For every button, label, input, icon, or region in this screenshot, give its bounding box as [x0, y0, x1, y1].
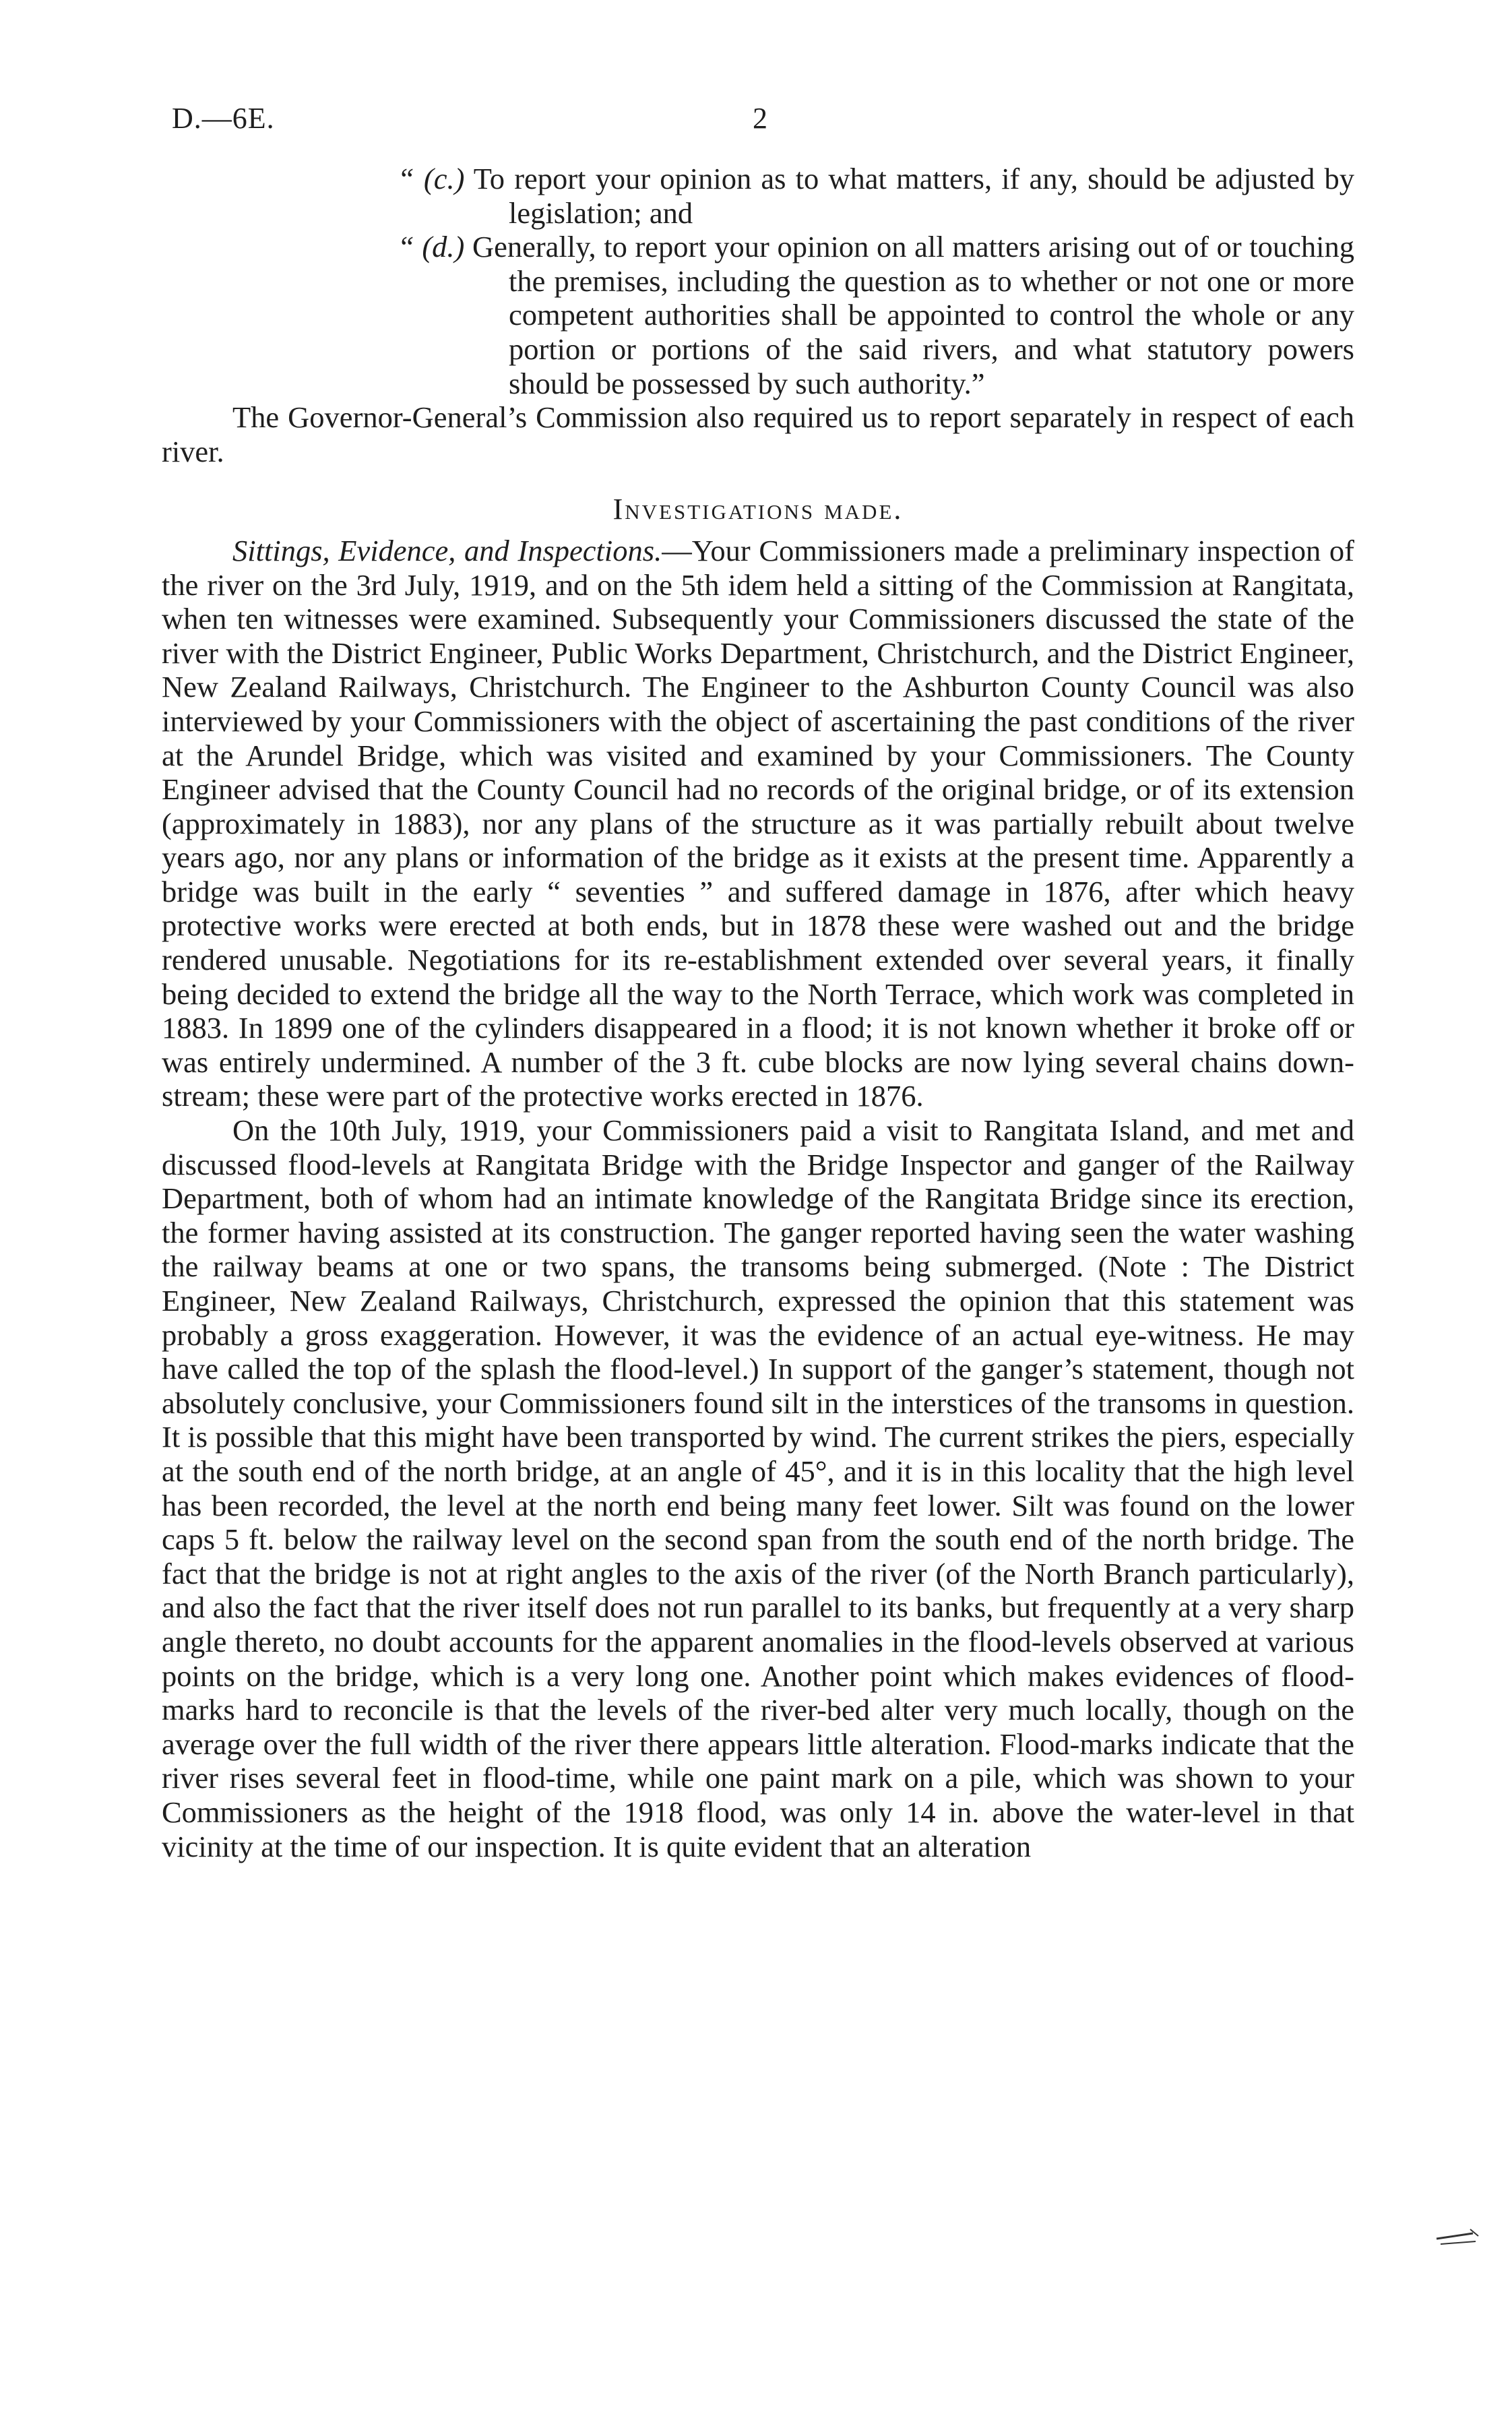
clause-text: Generally, to report your opinion on all matters arising out of or touching the premises, including the question as to whether or not one or more competent authorities shall be appointed to control the whole or any portion or portions of the said rivers, and what statutory powers should be possessed by such authority.”	[472, 230, 1355, 400]
sittings-text: —Your Commissioners made a preliminary inspection of the river on the 3rd July, 1919, and on the 5th idem held a sitting of the Commission at Rangitata, when ten witnesses were examined. Subsequently your Commissioners discussed the state of the river with the District Engineer, Public Works Department, Christchurch, and the District Engineer, New Zealand Railways, Christchurch. The Engineer to the Ashburton County Council was also interviewed by your Commissioners with the object of ascertaining the past conditions of the river at the Arundel Bridge, which was visited and examined by your Commissioners. The County Engineer advised that the County Council had no records of the original bridge, or of its extension (approximately in 1883), nor any plans of the structure as it was partially rebuilt about twelve years ago, nor any plans or information of the bridge as it exists at the present time. Apparently a bridge was built in the early “ seventies ” and suffered damage in 1876, after which heavy protective works were erected at both ends, but in 1878 these were washed out and the bridge rendered unusable. Negotiations for its re-establishment extended over several years, it finally being decided to extend the bridge all the way to the North Terrace, which work was completed in 1883. In 1899 one of the cylinders disappeared in a flood; it is not known whether it broke off or was entirely undermined. A number of the 3 ft. cube blocks are now lying several chains down-stream; these were part of the protective works erected in 1876.	[162, 533, 1354, 1113]
paragraph-visit: On the 10th July, 1919, your Commissioners paid a visit to Rangitata Island, and met and discussed flood-levels at Rangitata Bridge with the Bridge Inspector and ganger of the Railway Department, both of whom had an intimate knowledge of the Rangitata Bridge since its erection, the former having assisted at its construction. The ganger reported having seen the water washing the railway beams at one or two spans, the transoms being submerged. (Note : The District Engineer, New Zealand Railways, Christchurch, expressed the opinion that this statement was probably a gross exaggeration. However, it was the evidence of an actual eye-witness. He may have called the top of the splash the flood-level.) In support of the ganger’s statement, though not absolutely conclusive, your Commissioners found silt in the interstices of the transoms in question. It is possible that this might have been transported by wind. The current strikes the piers, especially at the south end of the north bridge, at an angle of 45°, and it is in this locality that the high level has been recorded, the level at the north end being many feet lower. Silt was found on the lower caps 5 ft. below the railway level on the second span from the south end of the north bridge. The fact that the bridge is not at right angles to the axis of the river (of the North Branch particularly), and also the fact that the river itself does not run parallel to its banks, but frequently at a very sharp angle thereto, no doubt accounts for the apparent anomalies in the flood-levels observed at various points on the bridge, which is a very long one. Another point which makes evidences of flood-marks hard to reconcile is that the levels of the river-bed alter very much locally, though on the average over the full width of the river there appears little alteration. Flood-marks indicate that the river rises several feet in flood-time, while one paint mark on a pile, which was shown to your Commissioners as the height of the 1918 flood, was only 14 in. above the water-level in that vicinity at the time of our inspection. It is quite evident that an alteration	[162, 1113, 1354, 1863]
section-heading: Investigations made.	[612, 493, 904, 526]
document-reference: D.—6E.	[172, 102, 275, 135]
clause-text: To report your opinion as to what matters, if any, should be adjusted by legislation; and	[473, 162, 1355, 230]
page-number: 2	[753, 102, 767, 135]
page-header	[172, 101, 778, 142]
document-body	[162, 162, 1354, 1863]
clause-d	[162, 230, 1354, 400]
paragraph-sittings	[162, 534, 1354, 1113]
margin-pencil-mark	[1434, 2224, 1481, 2251]
paragraph-commission: The Governor-General’s Commission also required us to report separately in respect of each river.	[162, 400, 1354, 468]
clause-mark: “ (d.)	[398, 230, 465, 264]
clause-c	[162, 162, 1354, 230]
sittings-subheading: Sittings, Evidence, and Inspections.	[232, 533, 662, 567]
clause-mark: “ (c.)	[398, 162, 465, 195]
